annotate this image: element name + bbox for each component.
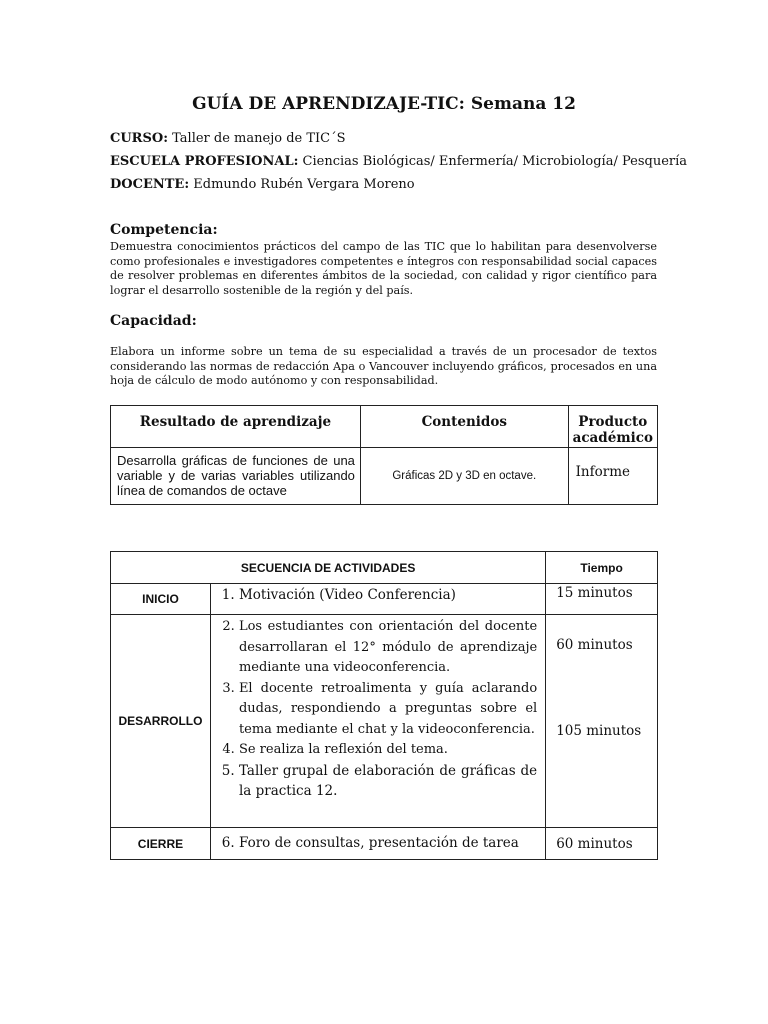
learning-table — [110, 405, 658, 505]
activity-item: 3. El docente retroalimenta y guía aclarando dudas, respondiendo a preguntas sobre el tema mediante el chat y la videoconferencia. — [239, 679, 545, 741]
phase-cierre: CIERRE — [111, 828, 211, 860]
cell-contenidos: Gráficas 2D y 3D en octave. — [360, 448, 568, 505]
header-contenidos: Contenidos — [360, 406, 568, 448]
activity-item: 4. Se realiza la reflexión del tema. — [239, 740, 545, 761]
cell-resultado: Desarrolla gráficas de funciones de una variable y de varias variables utilizando línea de comandos de octave — [111, 448, 361, 505]
phase-desarrollo: DESARROLLO — [111, 615, 211, 828]
desarrollo-time-1: 60 minutos — [556, 637, 633, 653]
inicio-activities — [210, 584, 545, 615]
activities-header-row — [111, 552, 658, 584]
header-secuencia: SECUENCIA DE ACTIVIDADES — [111, 552, 546, 584]
docente-line — [110, 177, 415, 192]
competencia-heading: Competencia: — [110, 222, 218, 238]
activity-item: 2. Los estudiantes con orientación del docente desarrollaran el 12° módulo de aprendizaje mediante una videoconferencia. — [239, 617, 545, 679]
learning-table-row — [111, 448, 658, 505]
curso-value: Taller de manejo de TIC´S — [172, 131, 346, 146]
docente-value: Edmundo Rubén Vergara Moreno — [193, 177, 415, 192]
capacidad-text: Elabora un informe sobre un tema de su especialidad a través de un procesador de textos considerando las normas de redacción Apa o Vancouver incluyendo gráficos, procesados en una hoja de cálculo de modo autónomo y con responsabilidad. — [110, 345, 657, 387]
row-desarrollo — [111, 615, 658, 828]
escuela-label: ESCUELA PROFESIONAL: — [110, 154, 299, 169]
activities-table — [110, 551, 658, 860]
row-inicio — [111, 584, 658, 615]
phase-inicio: INICIO — [111, 584, 211, 615]
desarrollo-time-2: 105 minutos — [556, 723, 642, 739]
curso-line — [110, 131, 346, 146]
inicio-time: 15 minutos — [546, 584, 658, 615]
cierre-activities — [210, 828, 545, 860]
desarrollo-activities — [210, 615, 545, 828]
activity-item: 6. Foro de consultas, presentación de tarea — [239, 833, 545, 854]
docente-label: DOCENTE: — [110, 177, 190, 192]
escuela-value: Ciencias Biológicas/ Enfermería/ Microbiología/ Pesquería — [302, 154, 688, 169]
capacidad-heading: Capacidad: — [110, 313, 197, 329]
desarrollo-time — [546, 615, 658, 828]
curso-label: CURSO: — [110, 131, 168, 146]
header-resultado: Resultado de aprendizaje — [111, 406, 361, 448]
header-tiempo: Tiempo — [546, 552, 658, 584]
cell-producto: Informe — [568, 448, 657, 505]
activity-item: 5. Taller grupal de elaboración de gráficas de la practica 12. — [239, 761, 545, 802]
activity-item: 1. Motivación (Video Conferencia) — [239, 585, 545, 606]
competencia-text: Demuestra conocimientos prácticos del campo de las TIC que lo habilitan para desenvolverse como profesionales e investigadores competentes e íntegros con responsabilidad social capaces de resolver problemas en diferentes ámbitos de la sociedad, con calidad y rigor científico para lograr el desarrollo sostenible de la región y del país. — [110, 240, 657, 297]
row-cierre — [111, 828, 658, 860]
page-title: GUÍA DE APRENDIZAJE-TIC: Semana 12 — [192, 94, 576, 114]
learning-table-header — [111, 406, 658, 448]
escuela-line — [110, 154, 687, 169]
cierre-time: 60 minutos — [546, 828, 658, 860]
header-producto: Producto académico — [568, 406, 657, 448]
